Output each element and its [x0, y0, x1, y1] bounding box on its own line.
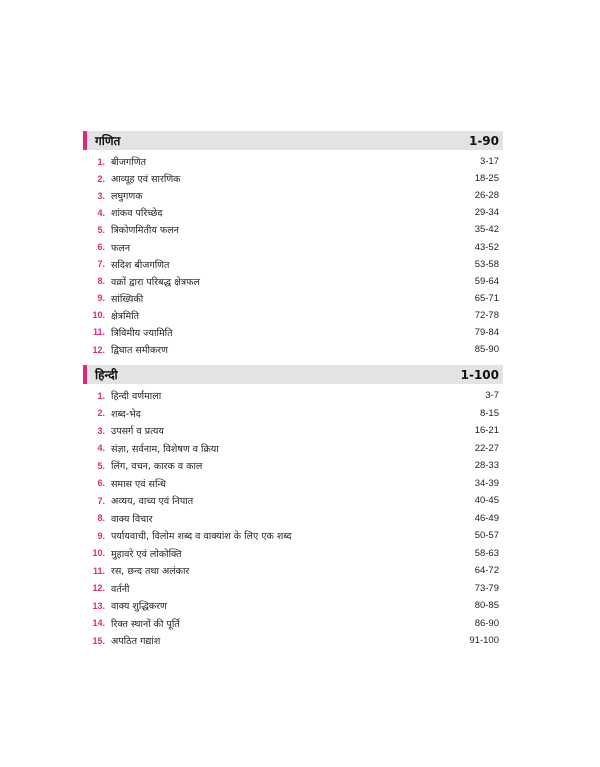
chapter-title: रिक्त स्थानों की पूर्ति	[111, 618, 180, 630]
chapter-pages: 53-58	[474, 258, 499, 270]
chapter-pages: 29-34	[474, 207, 499, 219]
chapter-number: 12.	[92, 344, 105, 355]
chapter-number: 8.	[97, 513, 105, 524]
chapter-pages: 34-39	[474, 477, 499, 489]
chapter-title: अव्यय, वाच्य एवं निपात	[111, 496, 194, 508]
chapter-title: द्विघात समीकरण	[111, 345, 169, 357]
chapter-pages: 59-64	[474, 275, 499, 287]
chapter-number: 6.	[97, 242, 105, 253]
toc-row	[83, 153, 503, 170]
chapter-title: उपसर्ग व प्रत्यय	[111, 426, 164, 438]
chapter-number: 10.	[92, 310, 105, 321]
section-title: हिन्दी	[95, 368, 118, 382]
chapter-title: वाक्य शुद्धिकरण	[111, 601, 167, 613]
toc-row	[83, 510, 503, 528]
chapter-pages: 26-28	[474, 190, 499, 202]
toc-row	[83, 580, 503, 598]
toc-list	[83, 153, 503, 358]
chapter-number: 8.	[97, 276, 105, 287]
chapter-number: 7.	[97, 495, 105, 506]
chapter-pages: 64-72	[474, 565, 499, 577]
toc-row	[83, 440, 503, 458]
toc-row	[83, 615, 503, 633]
toc-row	[83, 632, 503, 650]
chapter-title: क्षेत्रमिति	[111, 310, 140, 322]
chapter-title: त्रिकोणमितीय फलन	[111, 225, 179, 237]
chapter-pages: 86-90	[474, 617, 499, 629]
chapter-number: 10.	[92, 548, 105, 559]
toc-list	[83, 387, 503, 650]
chapter-title: अपठित गद्यांश	[111, 636, 161, 648]
chapter-pages: 80-85	[474, 600, 499, 612]
toc-row	[83, 492, 503, 510]
toc-row	[83, 597, 503, 615]
chapter-pages: 91-100	[469, 635, 499, 647]
toc-row	[83, 527, 503, 545]
toc-row	[83, 545, 503, 563]
chapter-pages: 28-33	[474, 460, 499, 472]
chapter-number: 14.	[92, 618, 105, 629]
chapter-pages: 22-27	[474, 442, 499, 454]
chapter-title: वर्तनी	[111, 583, 130, 595]
chapter-title: लिंग, वचन, कारक व काल	[111, 461, 203, 473]
chapter-number: 2.	[97, 408, 105, 419]
chapter-title: आव्यूह एवं सारणिक	[111, 174, 181, 186]
chapter-number: 11.	[92, 327, 105, 338]
chapter-number: 3.	[97, 190, 105, 201]
chapter-pages: 50-57	[474, 530, 499, 542]
chapter-title: सदिश बीजगणित	[111, 259, 170, 271]
chapter-number: 15.	[92, 635, 105, 646]
chapter-number: 5.	[97, 460, 105, 471]
toc-row	[83, 170, 503, 187]
chapter-title: सांख्यिकी	[111, 293, 144, 305]
chapter-pages: 73-79	[474, 582, 499, 594]
chapter-pages: 16-21	[474, 425, 499, 437]
chapter-number: 3.	[97, 425, 105, 436]
chapter-title: रस, छन्द तथा अलंकार	[111, 566, 190, 578]
chapter-number: 12.	[92, 583, 105, 594]
chapter-number: 5.	[97, 224, 105, 235]
toc-row	[83, 256, 503, 273]
chapter-title: संज्ञा, सर्वनाम, विशेषण व क्रिया	[111, 443, 219, 455]
chapter-pages: 85-90	[474, 344, 499, 356]
chapter-title: शांकव परिच्छेद	[111, 208, 163, 220]
toc-section-hindi	[83, 365, 503, 650]
chapter-title: पर्यायवाची, विलोम शब्द व वाक्यांश के लिए एक शब्द	[111, 531, 292, 543]
chapter-title: त्रिविमीय ज्यामिति	[111, 327, 173, 339]
chapter-pages: 65-71	[474, 292, 499, 304]
chapter-number: 1.	[97, 390, 105, 401]
toc-row	[83, 204, 503, 221]
chapter-pages: 18-25	[474, 173, 499, 185]
chapter-pages: 43-52	[474, 241, 499, 253]
chapter-title: फलन	[111, 242, 131, 254]
chapter-number: 9.	[97, 293, 105, 304]
chapter-pages: 58-63	[474, 547, 499, 559]
toc-row	[83, 387, 503, 405]
toc-row	[83, 324, 503, 341]
section-header	[83, 365, 503, 384]
chapter-pages: 79-84	[474, 326, 499, 338]
chapter-title: वक्रों द्वारा परिबद्ध क्षेत्रफल	[111, 276, 200, 288]
toc-row	[83, 475, 503, 493]
toc-row	[83, 238, 503, 255]
chapter-title: हिन्दी वर्णमाला	[111, 391, 162, 403]
section-header	[83, 131, 503, 150]
toc-row	[83, 341, 503, 358]
toc-section-math	[83, 131, 503, 358]
chapter-number: 7.	[97, 259, 105, 270]
chapter-pages: 72-78	[474, 309, 499, 321]
chapter-number: 11.	[92, 565, 105, 576]
chapter-number: 4.	[97, 443, 105, 454]
chapter-number: 13.	[92, 600, 105, 611]
section-page-range: 1-90	[468, 133, 499, 148]
chapter-number: 1.	[97, 156, 105, 167]
chapter-pages: 40-45	[474, 495, 499, 507]
chapter-title: वाक्य विचार	[111, 513, 153, 525]
toc-row	[83, 290, 503, 307]
toc-row	[83, 307, 503, 324]
toc-row	[83, 422, 503, 440]
chapter-title: मुहावरे एवं लोकोक्ति	[111, 548, 182, 560]
chapter-number: 2.	[97, 173, 105, 184]
section-title: गणित	[95, 134, 121, 148]
toc-row	[83, 273, 503, 290]
chapter-title: लघुगणक	[111, 191, 143, 203]
chapter-pages: 8-15	[479, 407, 499, 419]
toc-row	[83, 405, 503, 423]
chapter-number: 9.	[97, 530, 105, 541]
chapter-title: शब्द-भेद	[111, 408, 141, 420]
toc-row	[83, 457, 503, 475]
chapter-number: 4.	[97, 207, 105, 218]
chapter-pages: 35-42	[474, 224, 499, 236]
chapter-pages: 46-49	[474, 512, 499, 524]
section-page-range: 1-100	[460, 367, 499, 382]
toc-row	[83, 221, 503, 238]
chapter-number: 6.	[97, 478, 105, 489]
toc-row	[83, 187, 503, 204]
chapter-pages: 3-7	[485, 390, 499, 402]
chapter-title: समास एवं सन्धि	[111, 478, 166, 490]
chapter-title: बीजगणित	[111, 157, 147, 169]
chapter-pages: 3-17	[479, 156, 499, 168]
toc-row	[83, 562, 503, 580]
